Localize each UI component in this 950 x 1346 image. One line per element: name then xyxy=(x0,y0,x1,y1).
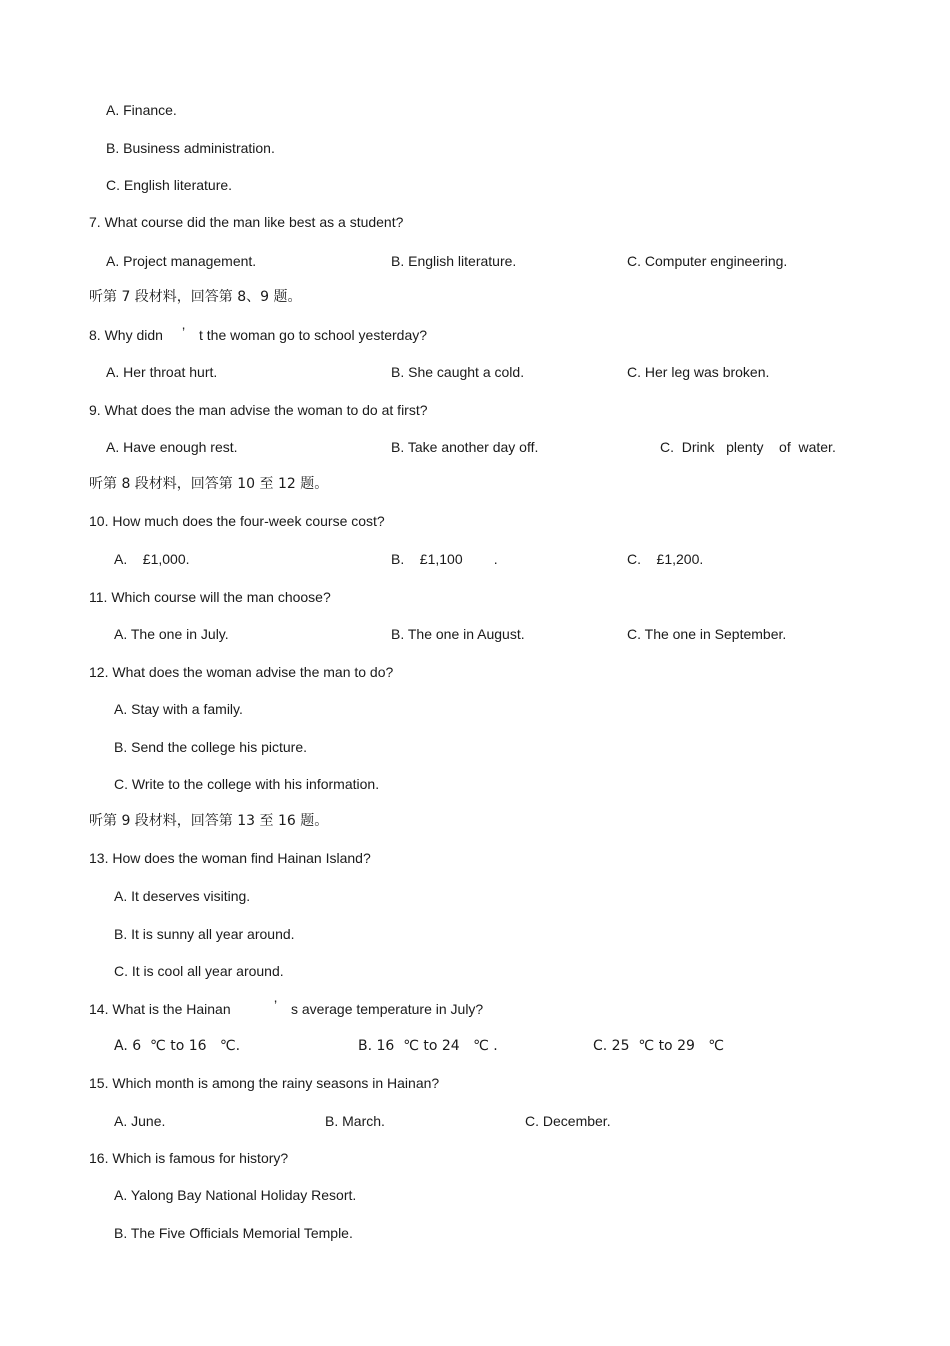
section-7-heading: 听第 7 段材料，回答第 8、9 题。 xyxy=(89,289,302,305)
q15-option-a: A. June. xyxy=(114,1113,166,1129)
q10-option-a: A. £1,000. xyxy=(114,551,190,567)
q12-option-c: C. Write to the college with his information. xyxy=(114,776,380,792)
q12-option-b: B. Send the college his picture. xyxy=(114,739,308,755)
q15-option-b: B. March. xyxy=(325,1113,385,1129)
q13-option-a: A. It deserves visiting. xyxy=(114,888,251,904)
q14-option-b: B. 16 ℃ to 24 ℃ . xyxy=(358,1038,498,1054)
q7-option-a: A. Project management. xyxy=(106,253,257,269)
q9-option-b: B. Take another day off. xyxy=(391,439,539,455)
q11-question: 11. Which course will the man choose? xyxy=(89,589,331,605)
q8-option-b: B. She caught a cold. xyxy=(391,364,525,380)
q6-option-a: A. Finance. xyxy=(106,102,177,118)
q7-question: 7. What course did the man like best as a student? xyxy=(89,214,404,230)
q12-option-a: A. Stay with a family. xyxy=(114,701,243,717)
q7-option-c: C. Computer engineering. xyxy=(627,253,788,269)
q6-option-c: C. English literature. xyxy=(106,177,233,193)
q15-option-c: C. December. xyxy=(525,1113,611,1129)
q16-option-a: A. Yalong Bay National Holiday Resort. xyxy=(114,1187,357,1203)
q13-option-b: B. It is sunny all year around. xyxy=(114,926,295,942)
q10-question: 10. How much does the four-week course cost? xyxy=(89,513,385,529)
q9-question: 9. What does the man advise the woman to do at first? xyxy=(89,402,428,418)
q8-question-part1: 8. Why didn xyxy=(89,327,163,343)
q15-question: 15. Which month is among the rainy seasons in Hainan? xyxy=(89,1075,440,1091)
q13-question: 13. How does the woman find Hainan Island? xyxy=(89,850,371,866)
q11-option-c: C. The one in September. xyxy=(627,626,787,642)
q14-question-part2: s average temperature in July? xyxy=(291,1001,484,1017)
q6-option-b: B. Business administration. xyxy=(106,140,275,156)
q8-question-part2: t the woman go to school yesterday? xyxy=(199,327,428,343)
q8-apostrophe: ’ xyxy=(182,324,186,340)
q13-option-c: C. It is cool all year around. xyxy=(114,963,284,979)
q9-option-c: C. Drink plenty of water. xyxy=(660,439,836,455)
q7-option-b: B. English literature. xyxy=(391,253,517,269)
q9-option-a: A. Have enough rest. xyxy=(106,439,238,455)
q14-option-c: C. 25 ℃ to 29 ℃ xyxy=(593,1038,724,1054)
q8-option-c: C. Her leg was broken. xyxy=(627,364,770,380)
q10-option-c: C. £1,200. xyxy=(627,551,704,567)
section-8-heading: 听第 8 段材料，回答第 10 至 12 题。 xyxy=(89,476,329,492)
section-9-heading: 听第 9 段材料，回答第 13 至 16 题。 xyxy=(89,813,329,829)
q11-option-a: A. The one in July. xyxy=(114,626,229,642)
q8-option-a: A. Her throat hurt. xyxy=(106,364,218,380)
q10-option-b: B. £1,100 . xyxy=(391,551,498,567)
q14-question-part1: 14. What is the Hainan xyxy=(89,1001,231,1017)
q16-option-b: B. The Five Officials Memorial Temple. xyxy=(114,1225,353,1241)
q14-apostrophe: ’ xyxy=(274,997,278,1013)
q11-option-b: B. The one in August. xyxy=(391,626,525,642)
q12-question: 12. What does the woman advise the man to do? xyxy=(89,664,394,680)
q16-question: 16. Which is famous for history? xyxy=(89,1150,289,1166)
q14-option-a: A. 6 ℃ to 16 ℃. xyxy=(114,1038,241,1054)
